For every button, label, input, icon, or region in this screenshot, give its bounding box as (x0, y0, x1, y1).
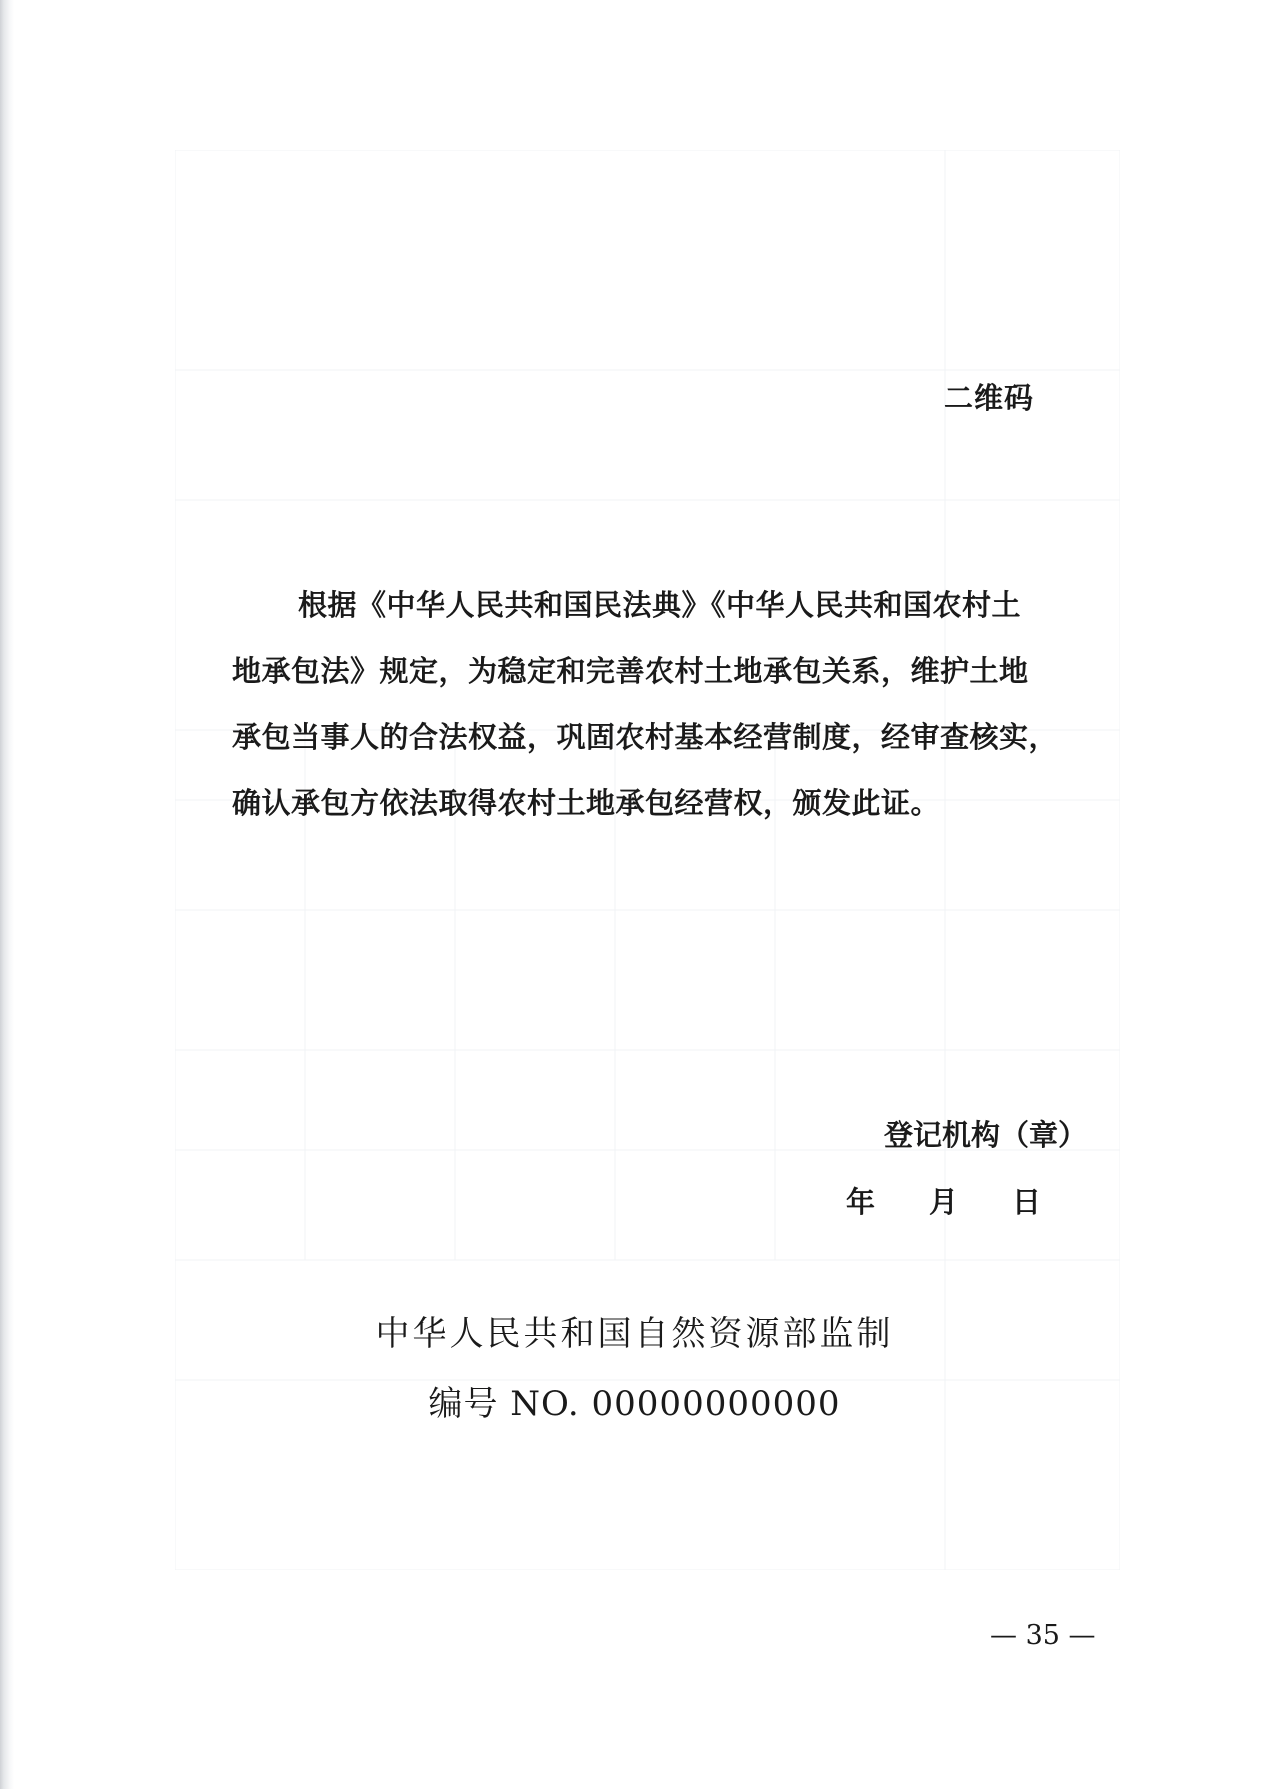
page-number: — 35 — (990, 1620, 1096, 1651)
qr-code-label: 二维码 (944, 381, 1035, 415)
scan-edge (0, 0, 14, 1789)
statement-line: 根据《中华人民共和国民法典》《中华人民共和国农村土 (298, 588, 1022, 622)
date-year-label: 年 (846, 1185, 876, 1219)
date-day-label: 日 (1012, 1185, 1042, 1219)
issue-date (846, 1180, 1041, 1221)
registration-authority-seal-label: 登记机构（章） (884, 1118, 1088, 1152)
certificate-serial-number: 编号 NO. 00000000000 (428, 1384, 841, 1424)
certificate-statement (232, 572, 1112, 836)
supervising-authority: 中华人民共和国自然资源部监制 (375, 1314, 894, 1354)
statement-line: 承包当事人的合法权益，巩固农村基本经营制度，经审查核实， (232, 720, 1059, 754)
date-month-label: 月 (929, 1185, 959, 1219)
statement-line: 地承包法》规定，为稳定和完善农村土地承包关系，维护土地 (232, 654, 1029, 688)
statement-line: 确认承包方依法取得农村土地承包经营权，颁发此证。 (232, 786, 941, 820)
bleed-through-grid (175, 150, 1120, 1570)
